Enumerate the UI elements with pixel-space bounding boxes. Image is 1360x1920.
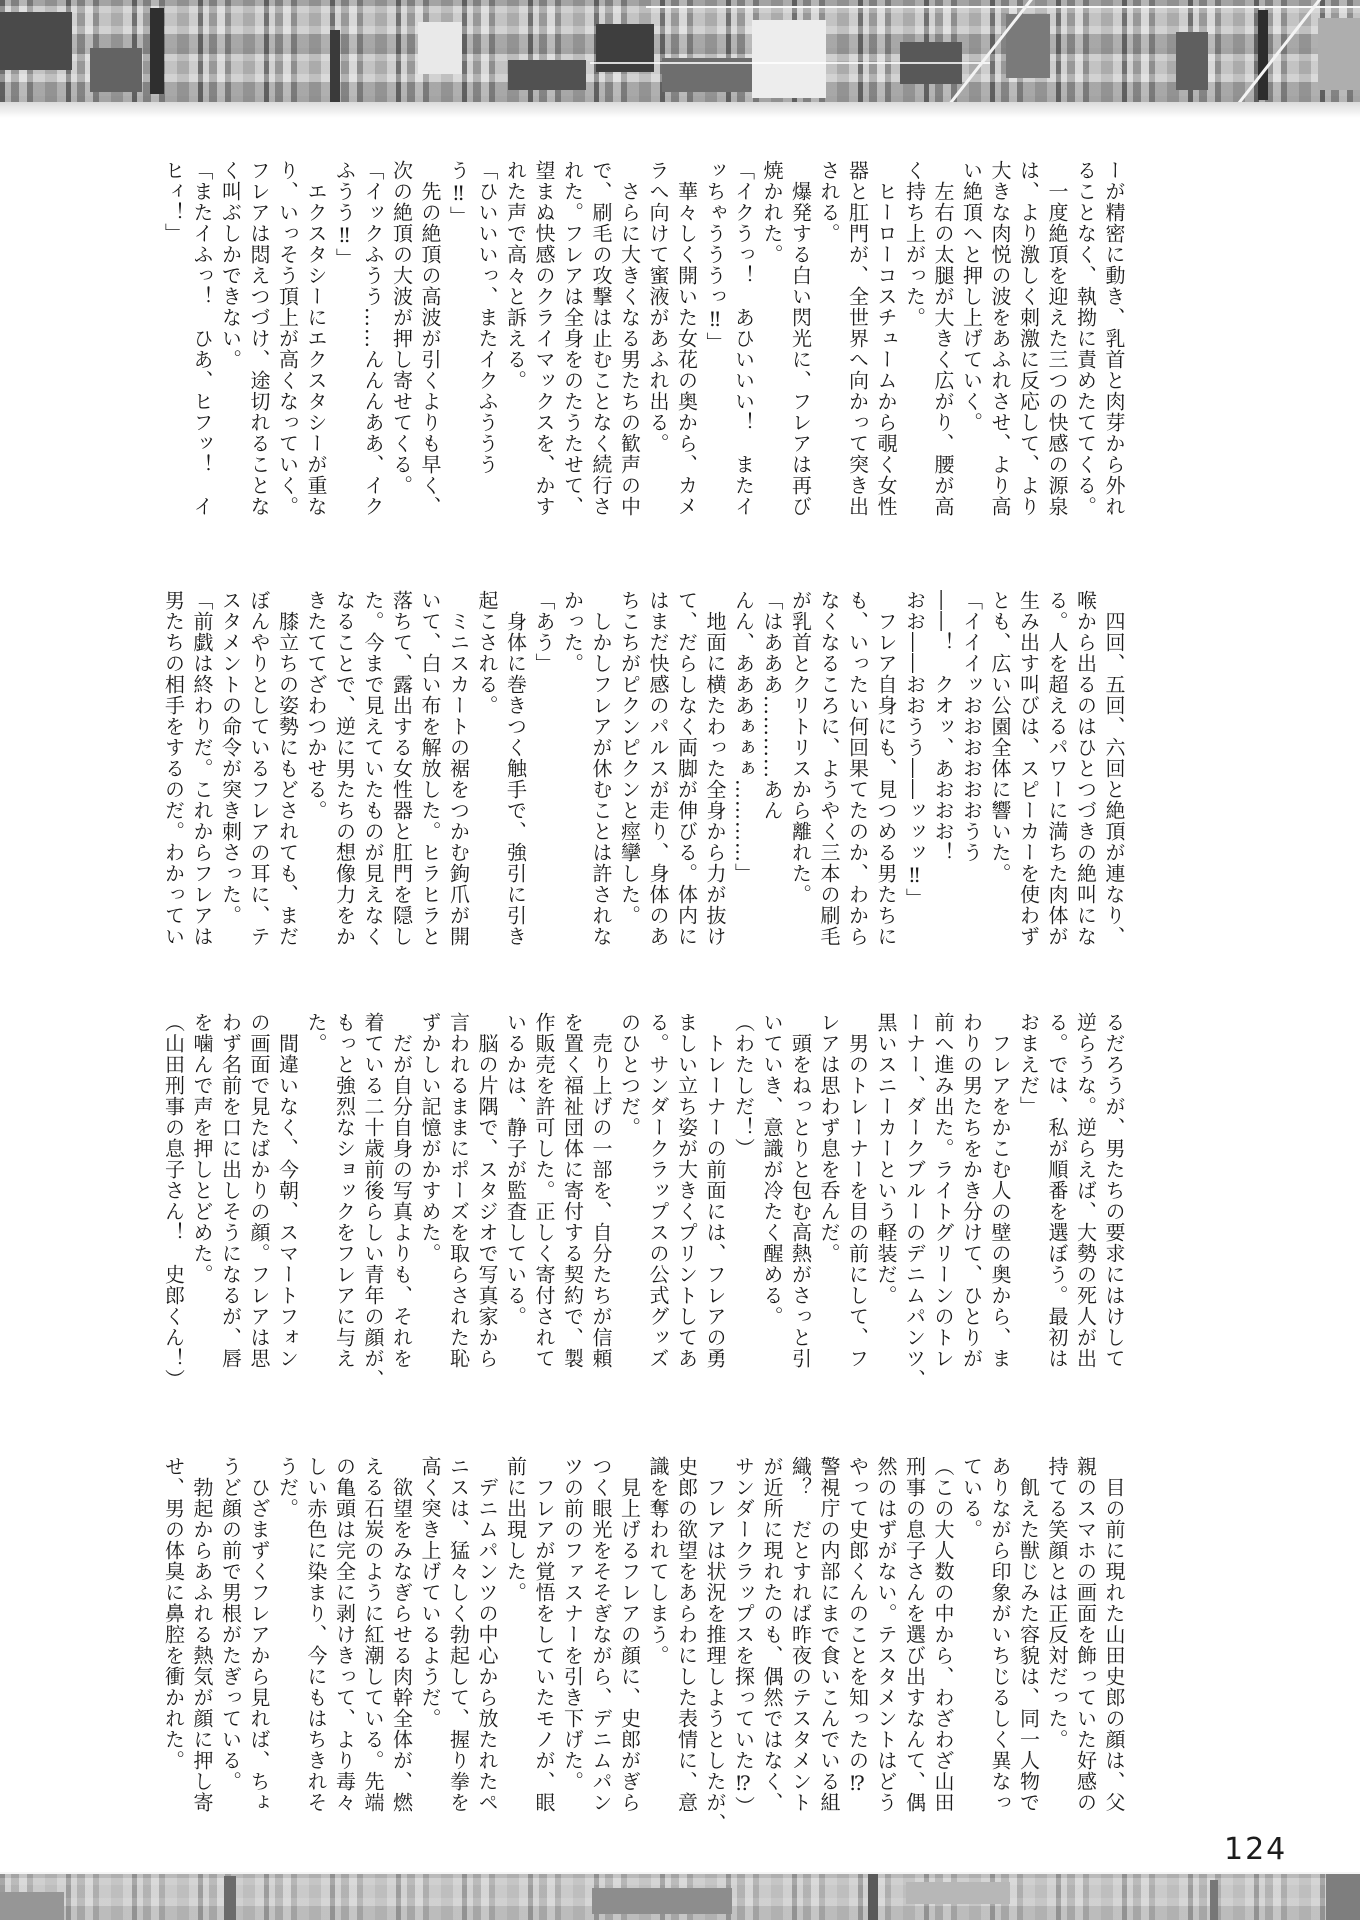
collage-block (1258, 10, 1268, 100)
text-column: 前へ進み出た。ライトグリーンのトレ (931, 1012, 955, 1369)
collage-block (90, 48, 142, 92)
text-column: いるかは、静子が監査している。 (503, 1012, 528, 1327)
text-column: きたててざわつかせる。 (304, 590, 328, 821)
text-column: 「イイイッおおおおおおうう (959, 590, 984, 863)
text-column: うだ。 (275, 1456, 300, 1519)
header-fade (0, 102, 1360, 118)
text-column: 器と肛門が、全世界へ向かって突き出 (845, 160, 870, 517)
text-column: いて、白い布を解放した。ヒラヒラと (418, 590, 442, 947)
text-column: なることで、逆に男たちの想像力をか (332, 590, 357, 947)
text-column: を置く福祉団体に寄付する契約で、製 (560, 1012, 585, 1369)
text-column: く叫ぶしかできない。 (218, 160, 243, 370)
text-column: るだろうが、男たちの要求にはけして (1102, 1012, 1126, 1369)
text-column: ツの前のファスナーを引き下げた。 (560, 1456, 585, 1792)
text-column: ている。 (959, 1456, 984, 1540)
collage-block (1176, 32, 1208, 90)
text-column: おお――おおうう――ッッッ‼」 (902, 590, 927, 909)
collage-block (0, 12, 72, 70)
text-column: える石炭のように紅潮している。先端 (361, 1456, 385, 1813)
text-column: 生み出す叫びは、スピーカーを使わず (1016, 590, 1041, 947)
collage-white-line (0, 1872, 1360, 1874)
text-column: 高く突き上げているようだ。 (418, 1456, 442, 1729)
text-column: ずかしい記憶がかすめた。 (418, 1012, 442, 1264)
text-band-2 (159, 590, 1128, 990)
text-column: 然のはずがない。テスタメントはどう (874, 1456, 898, 1813)
collage-block (1318, 18, 1360, 90)
text-column: デニムパンツの中心から放たれたペ (475, 1456, 499, 1813)
text-column: れた声で高々と訴える。 (503, 160, 528, 391)
text-column: 起こされる。 (475, 590, 499, 716)
collage-block (1326, 1874, 1360, 1920)
text-column: ひざまずくフレアから見れば、ちょ (247, 1456, 271, 1813)
text-column: ――！ クオッ、あおおお！ (931, 590, 955, 863)
text-column: のひとつだ。 (617, 1012, 642, 1138)
text-column: 言われるままにポーズを取らされた恥 (446, 1012, 471, 1369)
text-column: しい赤色に染まり、今にもはちきれそ (304, 1456, 328, 1813)
text-column: さらに大きくなる男たちの歓声の中 (617, 160, 642, 517)
text-column: も、いったい何回果てたのか、わから (845, 590, 870, 947)
text-column: が近所に現れたのも、偶然ではなく、 (760, 1456, 784, 1813)
text-column: を噛んで声を押しとどめた。 (190, 1012, 214, 1285)
collage-block (0, 1892, 64, 1920)
text-column: 目の前に現れた山田史郎の顔は、父 (1102, 1456, 1126, 1813)
text-column: 落ちて、露出する女性器と肛門を隠し (389, 590, 414, 947)
text-column: ーナー、ダークブルーのデニムパンツ、 (902, 1012, 927, 1390)
text-column: はまだ快感のパルスが走り、身体のあ (646, 590, 670, 947)
text-column: 大きな肉悦の波をあふれさせ、より高 (988, 160, 1012, 517)
text-column: く持ち上がった。 (902, 160, 927, 328)
text-column: いていき、意識が冷たく醒める。 (760, 1012, 784, 1327)
text-column: ヒィ！」 (161, 160, 186, 244)
text-column: 間違いなく、今朝、スマートフォン (275, 1012, 300, 1369)
text-column: 織？ だとすれば昨夜のテスタメント (788, 1456, 813, 1813)
text-column: た。今まで見えていたものが見えなく (361, 590, 385, 947)
text-column: 持てる笑顔とは正反対だった。 (1045, 1456, 1069, 1750)
text-column: わりの男たちをかき分けて、ひとりが (959, 1012, 984, 1369)
text-column: ふうう‼」 (332, 160, 357, 269)
collage-block (150, 8, 164, 94)
text-column: り、いっそう頂上が高くなっていく。 (275, 160, 300, 517)
text-column: 親のスマホの画面を飾っていた好感の (1073, 1456, 1098, 1813)
text-column: 前に出現した。 (503, 1456, 528, 1603)
text-column: される。 (817, 160, 841, 244)
text-column: 逆らうな。逆らえば、大勢の死人が出 (1073, 1012, 1098, 1369)
text-column: 焼かれた。 (760, 160, 784, 265)
text-column: エクスタシーにエクスタシーが重な (304, 160, 328, 517)
text-column: ラへ向けて蜜液があふれ出る。 (646, 160, 670, 454)
text-column: う‼」 (446, 160, 471, 227)
text-column: ヒーローコスチュームから覗く女性 (874, 160, 898, 517)
text-column: 「はあああ…………あん (760, 590, 784, 821)
text-column: んん、あああぁぁぁ…………」 (731, 590, 756, 884)
text-column: トレーナーの前面には、フレアの勇 (703, 1012, 727, 1369)
text-column: かった。 (560, 590, 585, 674)
text-column: 四回、五回、六回と絶頂が連なり、 (1102, 590, 1126, 947)
text-column: わず名前を口に出しそうになるが、唇 (218, 1012, 243, 1369)
text-column: 欲望をみなぎらせる肉幹全体が、燃 (389, 1456, 414, 1813)
collage-block (1210, 1880, 1218, 1920)
text-column: ミニスカートの裾をつかむ鉤爪が開 (446, 590, 471, 947)
collage-block (508, 60, 586, 90)
text-column: スタメントの命令が突き刺さった。 (218, 590, 243, 926)
collage-block (752, 20, 826, 98)
text-column: だが自分自身の写真よりも、それを (389, 1012, 414, 1369)
text-column: とも、広い公園全体に響いた。 (988, 590, 1012, 884)
text-column: おまえだ」 (1016, 1012, 1041, 1117)
text-column: 男のトレーナーを目の前にして、フ (845, 1012, 870, 1369)
collage-block (596, 24, 654, 72)
text-column: 着ている二十歳前後らしい青年の顔が、 (361, 1012, 385, 1390)
text-column: うど顔の前で男根がたぎっている。 (218, 1456, 243, 1792)
text-column: は、より激しく刺激に反応して、より (1016, 160, 1041, 517)
text-column: （わたしだ！） (731, 1012, 756, 1159)
collage-white-line (646, 6, 1360, 8)
text-column: つく眼光をそそぎながら、デニムパン (589, 1456, 613, 1813)
text-column: ニスは、猛々しく勃起して、握り拳を (446, 1456, 471, 1813)
text-column: ましい立ち姿が大きくプリントしてあ (674, 1012, 699, 1369)
text-column: もっと強烈なショックをフレアに与え (332, 1012, 357, 1369)
text-column: なくなるころに、ようやく三本の刷毛 (817, 590, 841, 947)
text-column: て、だらしなく両脚が伸びる。体内に (674, 590, 699, 947)
collage-block (418, 22, 462, 74)
text-column: フレアは悶えつづけ、途切れることな (247, 160, 271, 517)
text-column: フレア自身にも、見つめる男たちに (874, 590, 898, 947)
text-column: 次の絶頂の大波が押し寄せてくる。 (389, 160, 414, 496)
collage-block (330, 30, 340, 102)
text-column: 黒いスニーカーという軽装だ。 (874, 1012, 898, 1306)
text-column: の亀頭は完全に剥けきって、より毒々 (332, 1456, 357, 1813)
text-column: ることなく、執拗に責めたててくる。 (1073, 160, 1098, 517)
text-column: た。 (304, 1012, 328, 1054)
text-column: しかしフレアが休むことは許されな (589, 590, 613, 947)
text-column: ーが精密に動き、乳首と肉芽から外れ (1102, 160, 1126, 517)
text-column: 作販売を許可した。正しく寄付されて (532, 1012, 556, 1369)
text-column: 脳の片隅で、スタジオで写真家から (475, 1012, 499, 1369)
text-column: 膝立ちの姿勢にもどされても、まだ (275, 590, 300, 947)
text-column: フレアをかこむ人の壁の奥から、ま (988, 1012, 1012, 1369)
text-column: 「あう」 (532, 590, 556, 674)
text-column: 刑事の息子さんを選び出すなんて、偶 (902, 1456, 927, 1813)
text-column: ありながら印象がいちじるしく異なっ (988, 1456, 1012, 1813)
text-band-4 (159, 1456, 1128, 1856)
text-column: る。サンダークラップスの公式グッズ (646, 1012, 670, 1369)
text-column: 識を奪われてしまう。 (646, 1456, 670, 1666)
text-column: い絶頂へと押し上げていく。 (959, 160, 984, 433)
text-column: 華々しく開いた女花の奥から、カメ (674, 160, 699, 517)
collage-white-line (590, 62, 990, 64)
text-column: 喉から出るのはひとつづきの絶叫にな (1073, 590, 1098, 947)
text-column: せ、男の体臭に鼻腔を衝かれた。 (161, 1456, 186, 1771)
text-column: 「前戯は終わりだ。これからフレアは (190, 590, 214, 947)
text-column: レアは思わず息を呑んだ。 (817, 1012, 841, 1264)
text-column: 爆発する白い閃光に、フレアは再び (788, 160, 813, 517)
text-column: 地面に横たわった全身から力が抜け (703, 590, 727, 947)
collage-block (906, 1882, 1010, 1904)
text-column: ちこちがピクンピクンと痙攣した。 (617, 590, 642, 926)
text-column: 「ひいいいっ、またイクふううう (475, 160, 499, 475)
text-band-1 (159, 160, 1128, 560)
text-column: 「イクうっ！ あひいいい！ またイ (731, 160, 756, 517)
text-column: で、刷毛の攻撃は止むことなく続行さ (589, 160, 613, 517)
text-column: サンダークラップスを探っていた⁉） (731, 1456, 756, 1817)
text-column: 男たちの相手をするのだ。わかってい (161, 590, 186, 947)
text-column: 史郎の欲望をあらわにした表情に、意 (674, 1456, 699, 1813)
text-column: 一度絶頂を迎えた三つの快感の源泉 (1045, 160, 1069, 517)
text-column: フレアは状況を推理しようとしたが、 (703, 1456, 727, 1834)
page-number: 124 (1224, 1832, 1288, 1867)
footer-collage-art (0, 1872, 1360, 1920)
text-column: 売り上げの一部を、自分たちが信頼 (589, 1012, 613, 1369)
text-column: の画面で見たばかりの顔。フレアは思 (247, 1012, 271, 1369)
text-column: れた。フレアは全身をのたうたせて、 (560, 160, 585, 517)
text-column: 左右の太腿が大きく広がり、腰が高 (931, 160, 955, 517)
text-column: 身体に巻きつく触手で、強引に引き (503, 590, 528, 947)
text-column: 望まぬ快感のクライマックスを、かす (532, 160, 556, 517)
text-column: フレアが覚悟をしていたモノが、眼 (532, 1456, 556, 1813)
text-column: が乳首とクリトリスから離れた。 (788, 590, 813, 905)
text-column: 見上げるフレアの顔に、史郎がぎら (617, 1456, 642, 1813)
text-column: 飢えた獣じみた容貌は、同一人物で (1016, 1456, 1041, 1813)
text-column: る。では、私が順番を選ぼう。最初は (1045, 1012, 1069, 1369)
collage-block (868, 1872, 878, 1920)
text-column: （山田刑事の息子さん！ 史郎くん！） (161, 1012, 186, 1390)
text-column: 「イックふうう……んんんああ、イク (361, 160, 385, 517)
text-column: 「またイふっ！ ひあ、ヒフッ！ イ (190, 160, 214, 517)
text-column: やって史郎くんのことを知ったの⁉ (845, 1456, 870, 1796)
text-column: る。人を超えるパワーに満ちた肉体が (1045, 590, 1069, 947)
text-column: 勃起からあふれる熱気が顔に押し寄 (190, 1456, 214, 1813)
text-column: ぼんやりとしているフレアの耳に、テ (247, 590, 271, 947)
text-column: 警視庁の内部にまで食いこんでいる組 (817, 1456, 841, 1813)
header-collage-art (0, 0, 1360, 102)
text-column: （この大人数の中から、わざわざ山田 (931, 1456, 955, 1813)
collage-block (592, 1888, 732, 1914)
text-column: 先の絶頂の高波が引くよりも早く、 (418, 160, 442, 517)
text-column: 頭をねっとりと包む高熱がさっと引 (788, 1012, 813, 1369)
collage-block (224, 1876, 236, 1920)
text-column: ッちゃうううっ‼」 (703, 160, 727, 353)
text-band-3 (159, 1012, 1128, 1412)
